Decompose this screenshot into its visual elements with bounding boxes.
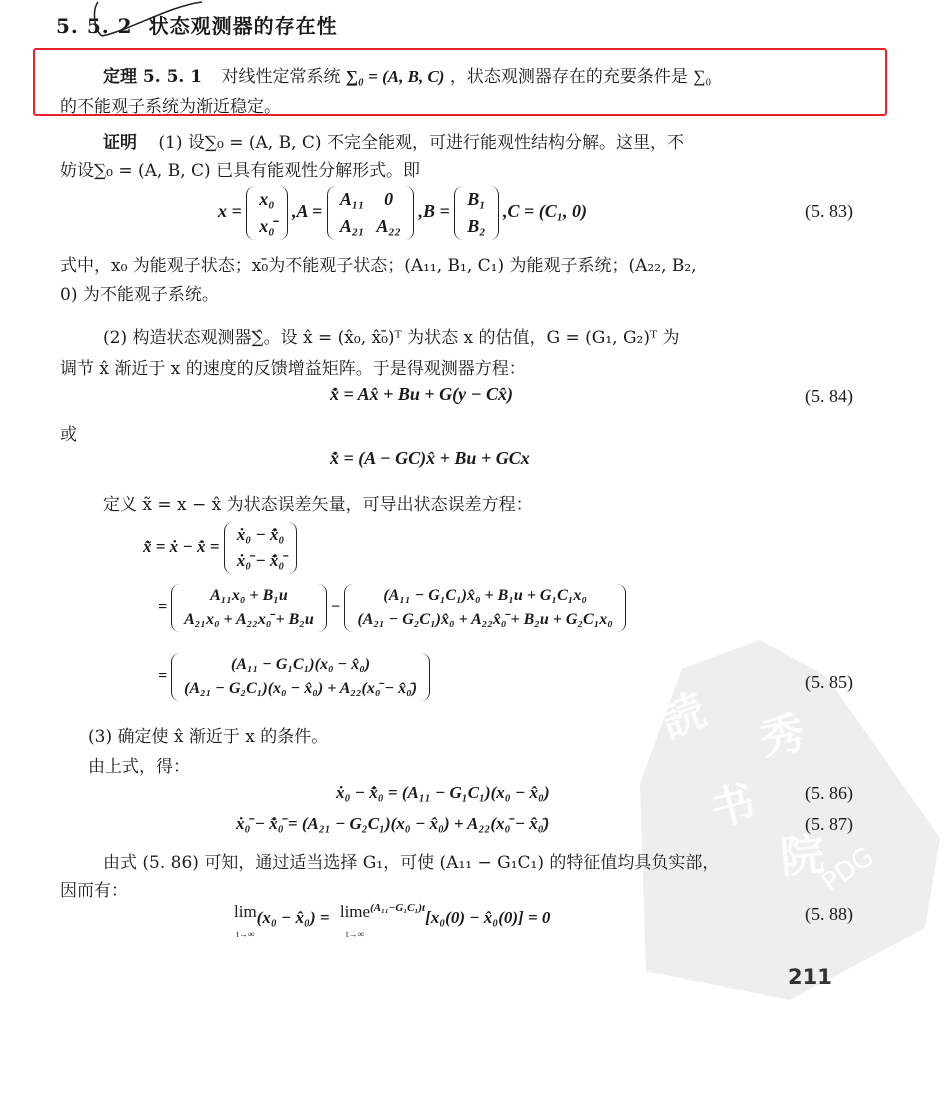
proof-step-3-line-4: 因而有： [60,881,128,901]
cell: ẋ₀ − x̂̇₀ [236,525,285,544]
equation-5-85-line-1 [143,522,297,574]
x-vector [246,186,287,240]
cell: A₂₂ [376,216,401,236]
observer-derivative-vector [344,584,625,632]
cell: A₂₁x₀ + A₂₂x₀̄ + B₂u [184,611,314,628]
section-title: 状态观测器的存在性 [148,14,338,38]
cell: B₂ [467,216,486,236]
exponent: (A₁₁−G₁C₁)t [370,902,426,914]
equation-5-85-line-2: = A₁₁x₀ + B₁u A₂₁x₀ + A₂₂x₀̄ + B₂u − (A₁₁ − G₁C₁)x̂₀ + B₁u + G₁C₁x₀ (A₂₁ − G₂C₁)x̂₀ + A₂₂x̂₀̄ + B₂u + G₂C₁x₀ [158,584,626,632]
page-number: 211 [788,965,832,989]
proof-step-3-line-3: 由式 (5. 86) 可知，通过适当选择 G₁，可使 (A₁₁ − G₁C₁) 的特征值均具负实部， [103,853,720,873]
B-vector [454,186,498,240]
cell: A₁₁ [339,189,365,209]
eq-label: ,C = (C₁, 0) [503,201,588,222]
equation-number: (5. 84) [805,386,853,406]
theorem-label: 定理 5. 5. 1 [103,67,203,87]
cell: 0 [384,189,394,209]
lim-subscript: t→∞ [236,929,255,939]
eq-lhs: x̃̇ = ẋ − x̂̇ = [143,536,220,556]
proof-line-2: 妨设∑₀ = (A, B, C) 已具有能观性分解形式。即 [60,161,421,181]
proof-step-2-line-3: 定义 x̃ = x − x̂ 为状态误差矢量，可导出状态误差方程： [103,495,533,515]
equation-number: (5. 88) [805,904,853,924]
equation-5-88 [234,902,550,942]
watermark-pdg-text: PDG [816,841,880,899]
equation-alt: x̂̇ = (A − GC)x̂ + Bu + GCx [330,448,530,468]
equation-number: (5. 85) [805,672,853,692]
seal-char: 院 [778,829,827,884]
lim-operator: lime [339,902,371,921]
cell: x₀ [259,189,275,209]
section-number: 5. 5. 2 [56,14,133,38]
seal-char: 书 [705,776,762,837]
cell: ẋ₀̄ − x̂̇₀̄ [236,551,285,570]
proof-step-2-line-1: (2) 构造状态观测器∑̂。设 x̂ = (x̂₀, x̂₀̄)ᵀ 为状态 x 的估值，G = (G₁, G₂)ᵀ 为 [103,328,680,348]
eq-label: x = [218,201,242,222]
eq-part: [x₀(0) − x̂₀(0)] = 0 [425,908,551,927]
proof-step-3-line-1: (3) 确定使 x̂ 渐近于 x 的条件。 [88,727,329,747]
equation-5-86: ẋ₀ − x̂̇₀ = (A₁₁ − G₁C₁)(x₀ − x̂₀) [336,783,550,802]
proof-step-3-line-2: 由上式，得： [88,757,190,777]
theorem-line-1 [103,62,711,87]
seal-char: 秀 [756,707,809,766]
seal-char: 読 [654,684,713,748]
cell: (A₂₁ − G₂C₁)(x₀ − x̂₀) + A₂₂(x₀̄ − x̂₀̄) [184,680,418,697]
cell: x₀̄ [259,216,275,236]
proof-line-3: 式中，x₀ 为能观子状态；x₀̄为不能观子状态；(A₁₁, B₁, C₁) 为能观子系统；(A₂₂, B₂, [60,256,697,276]
A-matrix [327,186,414,240]
theorem-text: 对线性定常系统 [221,67,341,87]
lim-operator: lim [234,902,257,921]
equation-5-85-line-3: = (A₁₁ − G₁C₁)(x₀ − x̂₀) (A₂₁ − G₂C₁)(x₀ − x̂₀) + A₂₂(x₀̄ − x̂₀̄) [158,653,430,701]
handwritten-mark-icon [90,0,210,40]
cell: (A₁₁ − G₁C₁)x̂₀ + B₁u + G₁C₁x₀ [383,587,587,604]
proof-step-2-line-2: 调节 x̂ 渐近于 x 的速度的反馈增益矩阵。于是得观测器方程： [60,359,526,379]
equation-5-87: ẋ₀̄ − x̂̇₀̄ = (A₂₁ − G₂C₁)(x₀ − x̂₀) + A₂₂(x₀̄ − x̂₀̄) [236,814,550,833]
proof-text: (1) 设∑₀ = (A, B, C) 不完全能观，可进行能观性结构分解。这里，不 [158,133,684,153]
proof-line-4: 0) 为不能观子系统。 [60,285,219,305]
eq-part: (x₀ − x̂₀) = [256,908,330,927]
cell: B₁ [467,189,486,209]
eq-label: ,A = [292,201,323,222]
eq-label: ,B = [418,201,450,222]
cell: A₂₁ [339,216,365,236]
equation-number: (5. 86) [805,783,853,803]
proof-line-1 [103,128,684,153]
state-derivative-vector [171,584,327,632]
cell: A₁₁x₀ + B₁u [210,587,288,604]
error-vector [224,522,298,574]
theorem-system: ∑₀ [693,67,712,86]
theorem-text: ，状态观测器存在的充要条件是 [449,67,688,87]
lim-subscript: t→∞ [345,929,364,939]
cell: (A₁₁ − G₁C₁)(x₀ − x̂₀) [231,656,371,673]
equation-5-83 [218,186,587,240]
theorem-line-2: 的不能观子系统为渐近稳定。 [60,97,281,117]
cell: (A₂₁ − G₂C₁)x̂₀ + A₂₂x̂₀̄ + B₂u + G₂C₁x₀ [357,611,613,628]
error-dynamics-vector [171,653,430,701]
equation-5-84: x̂̇ = Ax̂ + Bu + G(y − Cx̂) [330,384,514,404]
or-text: 或 [60,425,77,445]
equation-number: (5. 83) [805,201,853,221]
equation-number: (5. 87) [805,814,853,834]
proof-label: 证明 [103,133,137,153]
theorem-system: ∑₀ = (A, B, C) [345,67,445,86]
